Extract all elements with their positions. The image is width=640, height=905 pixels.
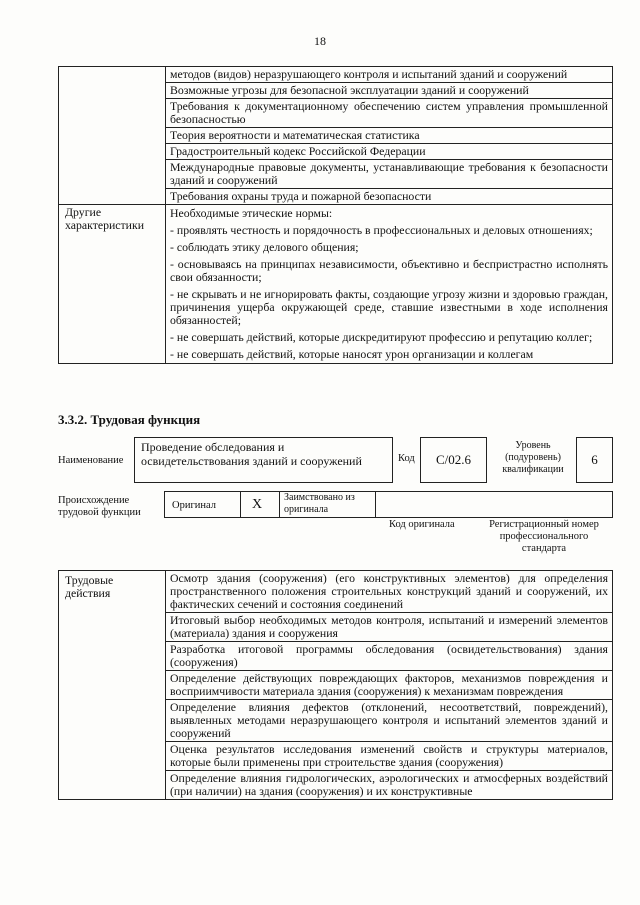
ethics-item: - соблюдать этику делового общения; [170, 240, 359, 254]
function-name: Проведение обследования и освидетельствования зданий и сооружений [141, 440, 362, 468]
code-label: Код [398, 453, 415, 464]
labor-action: Определение влияния дефектов (отклонений, несоответствий, повреждений), выявленных методами неразрушающего контроля и испытаний элементов зданий и сооружений [166, 700, 613, 742]
code-original-caption: Код оригинала [389, 519, 455, 530]
knowledge-row: Возможные угрозы для безопасной эксплуатации зданий и сооружений [166, 83, 613, 99]
level-box [576, 437, 613, 483]
origin-label: Происхождение трудовой функции [58, 495, 141, 518]
name-label: Наименование [58, 455, 124, 466]
knowledge-row: Градостроительный кодекс Российской Федерации [166, 144, 613, 160]
ethics-item: - не совершать действий, которые дискредитируют профессию и репутацию коллег; [170, 330, 593, 344]
ethics-item: - основываясь на принципах независимости, объективно и беспристрастно исполнять свои обязанности; [170, 257, 608, 284]
code-value: С/02.6 [435, 452, 472, 467]
labor-action: Оценка результатов исследования изменений свойств и структуры материалов, которые были применены при строительстве здания (сооружения) [166, 742, 613, 771]
other-characteristics-label: Другие характеристики [59, 205, 166, 364]
labor-action: Осмотр здания (сооружения) (его конструктивных элементов) для определения пространственного положения строительных конструкций зданий и сооружений, их фактических сечений и состояния соединений [166, 571, 613, 613]
knowledge-row: Международные правовые документы, устанавливающие требования к безопасности зданий и сооружений [166, 160, 613, 189]
labor-action: Определение влияния гидрологических, аэрологических и атмосферных воздействий (при наличии) на здания (сооружения) и их конструктивные [166, 771, 613, 800]
level-value: 6 [591, 452, 598, 467]
labor-actions-label: Трудовые действия [59, 571, 166, 800]
function-name-box [134, 437, 393, 483]
level-label: Уровень (подуровень) квалификации [502, 440, 564, 475]
origin-box [164, 491, 613, 518]
ethics-item: - проявлять честность и порядочность в профессиональных и деловых отношениях; [170, 223, 593, 237]
labor-action: Итоговый выбор необходимых методов контроля, испытаний и измерений элементов (материала) здания и сооружения [166, 613, 613, 642]
knowledge-row: Требования охраны труда и пожарной безопасности [166, 189, 613, 205]
borrowed-label: Заимствовано из оригинала [284, 492, 355, 515]
labor-action: Определение действующих повреждающих факторов, механизмов повреждения и восприимчивости материала здания (сооружения) к механизмам повреждения [166, 671, 613, 700]
origin-divider [240, 491, 242, 518]
other-characteristics-cell [166, 205, 613, 364]
knowledge-row: методов (видов) неразрушающего контроля и испытаний зданий и сооружений [166, 67, 613, 83]
original-mark: X [252, 497, 263, 512]
knowledge-row: Требования к документационному обеспечению систем управления промышленной безопасностью [166, 99, 613, 128]
origin-divider [279, 491, 281, 518]
labor-actions-table [58, 570, 613, 800]
knowledge-table [58, 66, 613, 364]
ethics-item: - не скрывать и не игнорировать факты, создающие угрозу жизни и здоровью граждан, причинения ущерба окружающей среде, ставшие известными в ходе исполнения обязанностей; [170, 287, 608, 327]
ethics-heading: Необходимые этические нормы: [170, 206, 333, 220]
section-title: 3.3.2. Трудовая функция [58, 412, 201, 427]
knowledge-label-cell [59, 67, 166, 205]
page-number: 18 [314, 34, 326, 48]
labor-action: Разработка итоговой программы обследования (освидетельствования) здания (сооружения) [166, 642, 613, 671]
reg-number-caption: Регистрационный номер профессионального стандарта [489, 519, 599, 554]
ethics-item: - не совершать действий, которые наносят урон организации и коллегам [170, 347, 534, 361]
knowledge-row: Теория вероятности и математическая статистика [166, 128, 613, 144]
origin-divider [375, 491, 377, 518]
original-label: Оригинал [172, 500, 216, 511]
code-box [420, 437, 487, 483]
